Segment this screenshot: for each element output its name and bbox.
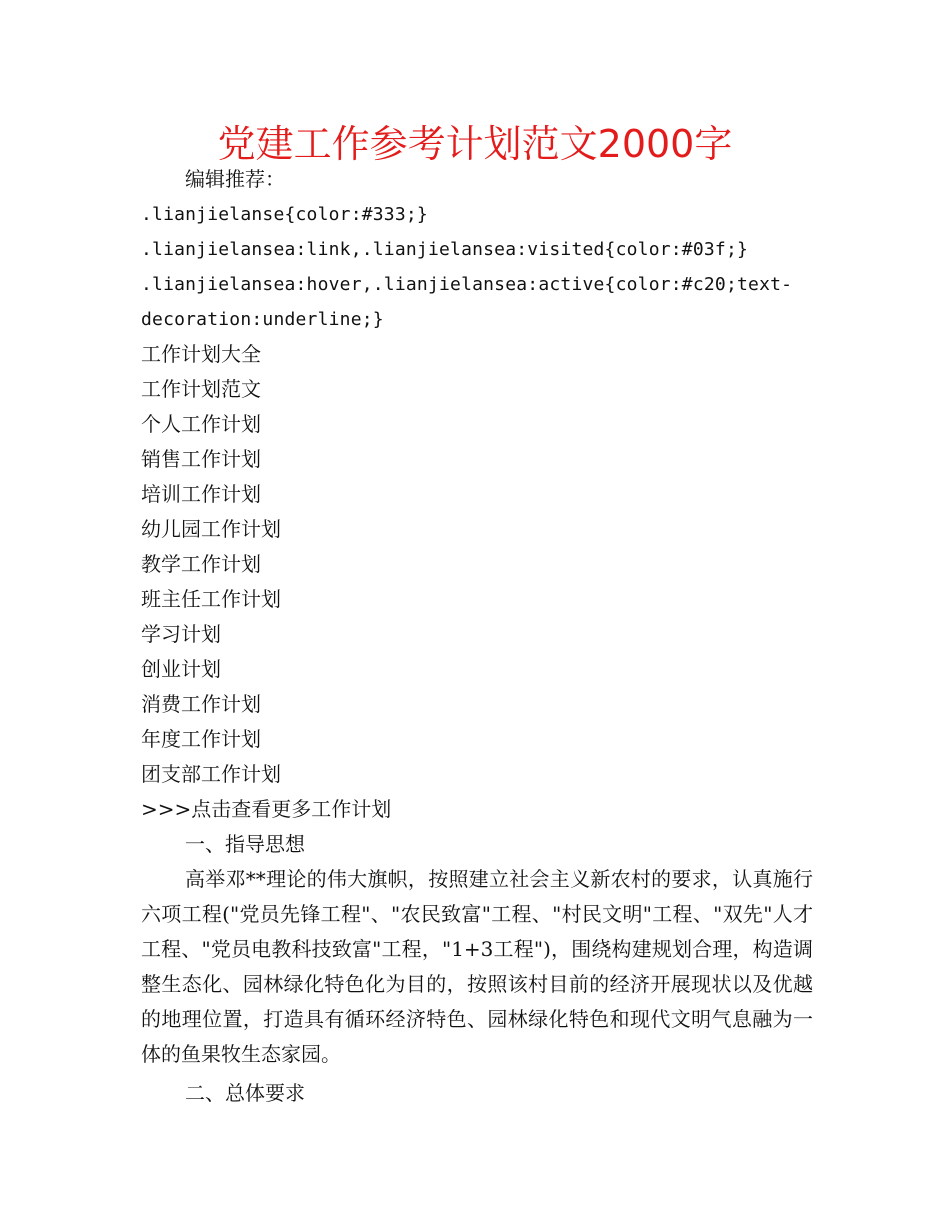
- css-code-block: [141, 197, 813, 337]
- css-line: .lianjielanse{color:#333;}: [141, 204, 428, 225]
- plan-link-league-branch[interactable]: 团支部工作计划: [141, 762, 281, 786]
- document-body: [141, 162, 813, 1111]
- css-line: decoration:underline;}: [141, 309, 384, 330]
- plan-link-list: [141, 337, 813, 827]
- plan-link-teaching[interactable]: 教学工作计划: [141, 552, 261, 576]
- document-title: 党建工作参考计划范文2000字: [217, 122, 733, 166]
- plan-link-kindergarten[interactable]: 幼儿园工作计划: [141, 517, 281, 541]
- section-paragraph-guiding-ideology: 高举邓**理论的伟大旗帜，按照建立社会主义新农村的要求，认真施行六项工程("党员先锋工程"、"农民致富"工程、"村民文明"工程、"双先"人才工程、"党员电教科技致富"工程，"1+3工程")，围绕构建规划合理，构造调整生态化、园林绿化特色化为目的，按照该村目前的经济开展现状以及优越的地理位置，打造具有循环经济特色、园林绿化特色和现代文明气息融为一体的鱼果牧生态家园。: [141, 867, 813, 1066]
- plan-link-head-teacher[interactable]: 班主任工作计划: [141, 587, 281, 611]
- editor-recommend-label: 编辑推荐：: [185, 167, 285, 191]
- plan-link-startup[interactable]: 创业计划: [141, 657, 221, 681]
- plan-link-training[interactable]: 培训工作计划: [141, 482, 261, 506]
- css-line: .lianjielansea:hover,.lianjielansea:active{color:#c20;text-: [141, 274, 793, 295]
- section-heading-overall-requirements: 二、总体要求: [185, 1081, 305, 1105]
- plan-link-work-plan-sample[interactable]: 工作计划范文: [141, 377, 261, 401]
- plan-link-work-plan-all[interactable]: 工作计划大全: [141, 342, 261, 366]
- plan-link-annual[interactable]: 年度工作计划: [141, 727, 261, 751]
- section-heading-guiding-ideology: 一、指导思想: [185, 832, 305, 856]
- css-line: .lianjielansea:link,.lianjielansea:visited{color:#03f;}: [141, 239, 749, 260]
- plan-link-sales[interactable]: 销售工作计划: [141, 447, 261, 471]
- plan-link-consumption[interactable]: 消费工作计划: [141, 692, 261, 716]
- plan-link-study[interactable]: 学习计划: [141, 622, 221, 646]
- plan-link-personal[interactable]: 个人工作计划: [141, 412, 261, 436]
- more-plans-link[interactable]: >>>点击查看更多工作计划: [141, 797, 392, 821]
